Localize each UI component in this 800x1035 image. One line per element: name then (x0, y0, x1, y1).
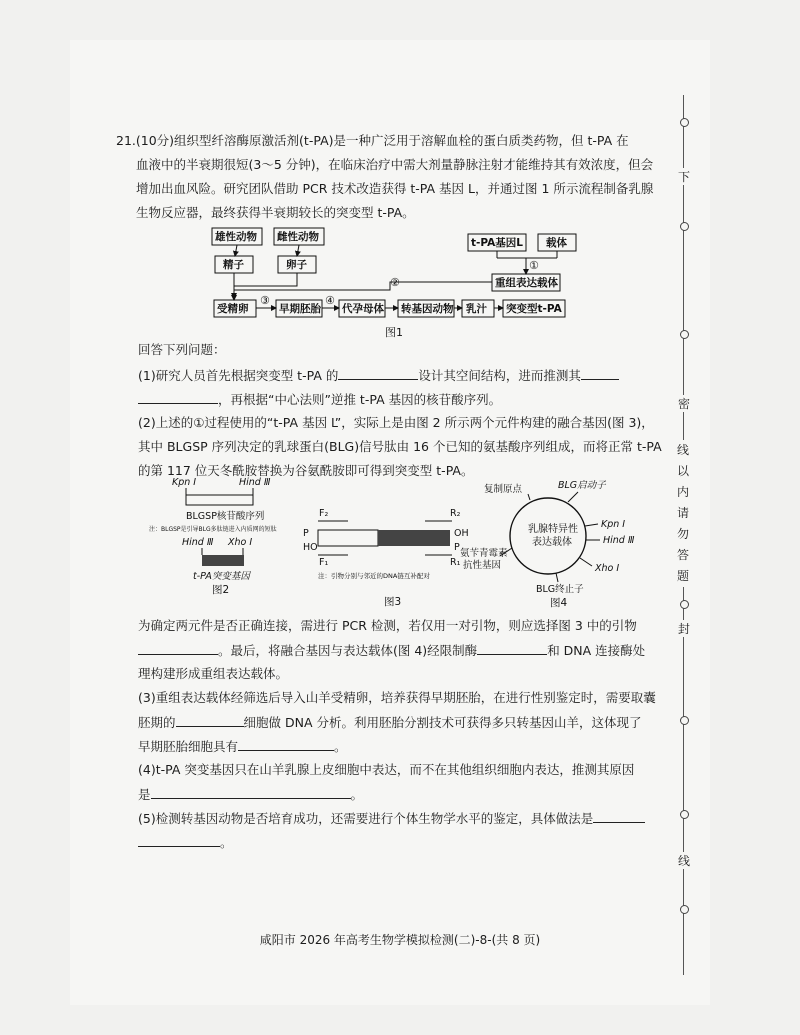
step-1-label: ① (529, 259, 539, 272)
seal-char: 请 (676, 506, 689, 520)
figure-1-flowchart (190, 224, 610, 344)
figure-1-caption: 图1 (385, 326, 403, 339)
zygote-label: 受精卵 (217, 303, 249, 315)
blgsp-segment (186, 495, 253, 505)
part-1-text-b: 设计其空间结构，进而推测其 (418, 368, 581, 383)
step-2-label: ② (390, 276, 400, 289)
seal-notice (674, 440, 692, 587)
hind3-site-label-2: Hind Ⅲ (182, 537, 214, 548)
part-2-cont-text-b: 。最后，将融合基因与表达载体(图 4)经限制酶 (218, 643, 478, 658)
hydroxyl-right-label: OH (454, 528, 469, 539)
xho1-label: Xho Ⅰ (595, 563, 620, 574)
vector-label: 载体 (546, 237, 567, 249)
margin-mark-mi: 密 (677, 397, 690, 411)
female-animal-label: 雌性动物 (277, 231, 319, 243)
tpa-dna-segment (378, 530, 450, 546)
promoter-label: BLG启动子 (558, 480, 606, 491)
binding-hole (680, 600, 689, 609)
blgsp-label: BLGSP核苷酸序列 (186, 511, 265, 522)
part-3-text-b: 胚期的 (138, 715, 176, 730)
figure-4-caption: 图4 (550, 597, 568, 609)
answer-blank[interactable] (581, 367, 619, 380)
kpn1-label: Kpn Ⅰ (601, 519, 626, 530)
binding-hole (680, 330, 689, 339)
recombinant-vector-label: 重组表达载体 (495, 277, 558, 289)
figure-2-caption: 图2 (212, 584, 230, 596)
answer-blank[interactable] (238, 738, 334, 751)
terminator-label: BLG终止子 (536, 584, 584, 595)
binding-hole (680, 810, 689, 819)
vector-center-label-2: 表达载体 (532, 537, 572, 548)
part-5-line-1 (138, 810, 645, 827)
amp-label-1: 氨苄青霉素 (460, 548, 508, 559)
kpn1-site-label: Kpn Ⅰ (172, 477, 197, 488)
male-animal-label: 雄性动物 (215, 231, 257, 243)
part-1-text-a: (1)研究人员首先根据突变型 t-PA 的 (138, 368, 339, 383)
part-5-text-b: 。 (220, 835, 233, 850)
amp-label-2: 抗性基因 (463, 560, 502, 571)
part-2-cont-line-1 (138, 618, 637, 634)
phosphate-right-label: P (454, 542, 460, 553)
primer-f2-label: F₂ (319, 508, 329, 519)
margin-mark-down: 下 (677, 170, 690, 184)
binding-hole (680, 118, 689, 127)
primer-f1-label: F₁ (319, 557, 329, 568)
page-footer: 咸阳市 2026 年高考生物学模拟检测(二)-8-(共 8 页) (259, 933, 541, 947)
hydroxyl-left-label: HO (303, 542, 318, 553)
surrogate-label: 代孕母体 (342, 303, 384, 315)
plasmid-circle (510, 498, 586, 574)
part-3-line-1: (3)重组表达载体经筛选后导入山羊受精卵，培养获得早期胚胎，在进行性别鉴定时，需要取囊 (138, 690, 656, 705)
question-line: 生物反应器，最终获得半衰期较长的突变型 t-PA。 (136, 205, 415, 220)
seal-char: 以 (676, 464, 689, 478)
promoter-marker (568, 492, 578, 502)
answer-blank[interactable] (151, 786, 351, 799)
answer-blank[interactable] (176, 714, 244, 727)
transgenic-animal-label: 转基因动物 (401, 303, 454, 315)
phosphate-left-label: P (303, 528, 309, 539)
seal-char: 内 (676, 485, 689, 499)
part-2-line: 其中 BLGSP 序列决定的乳球蛋白(BLG)信号肽由 16 个已知的氨基酸序列组成，而将正常 t-PA (138, 439, 662, 454)
answer-blank[interactable] (593, 810, 645, 823)
part-2-line: (2)上述的①过程使用的“t-PA 基因 L”，实际上是由图 2 所示两个元件构建的融合基因(图 3)， (138, 415, 654, 430)
part-5-text-a: (5)检测转基因动物是否培育成功，还需要进行个体生物学水平的鉴定，具体做法是 (138, 811, 594, 826)
answer-prompt: 回答下列问题： (138, 342, 226, 357)
question-line: 增加出血风险。研究团队借助 PCR 技术改造获得 t-PA 基因 L，并通过图 1 所示流程制备乳腺 (136, 181, 654, 196)
answer-blank[interactable] (138, 391, 218, 404)
primer-r2-label: R₂ (450, 508, 461, 519)
step-3-label: ③ (260, 294, 270, 307)
binding-hole (680, 222, 689, 231)
part-2-cont-line-2 (138, 642, 645, 659)
tpa-mutant-label: t-PA突变基因 (193, 571, 250, 582)
early-embryo-label: 早期胚胎 (279, 303, 321, 315)
answer-blank[interactable] (338, 367, 418, 380)
part-1-text-c: ，再根据“中心法则”逆推 t-PA 基因的核苷酸序列。 (218, 392, 502, 407)
part-5-line-2 (138, 834, 233, 851)
binding-hole (680, 905, 689, 914)
seal-char: 线 (676, 443, 689, 457)
seal-char: 勿 (676, 527, 689, 541)
primer-r1-label: R₁ (450, 557, 461, 568)
hind3-site-label: Hind Ⅲ (239, 477, 271, 488)
egg-label: 卵子 (286, 259, 307, 271)
part-3-text-e: 。 (334, 739, 347, 754)
figure-2 (146, 475, 286, 610)
part-3-text-d: 早期胚胎细胞具有 (138, 739, 239, 754)
seal-char: 答 (676, 548, 689, 562)
hind3-label: Hind Ⅲ (603, 535, 635, 546)
binding-hole (680, 716, 689, 725)
seal-char: 题 (676, 569, 689, 583)
part-1-line-1 (138, 367, 619, 384)
tpa-mutant-segment (202, 555, 244, 566)
part-1-line-2 (138, 391, 501, 408)
answer-blank[interactable] (138, 834, 220, 847)
part-2-cont-text-a: 为确定两元件是否正确连接，需进行 PCR 检测，若仅用一对引物，则应选择图 3 中的引物 (138, 618, 637, 633)
vector-center-label-1: 乳腺特异性 (528, 524, 578, 535)
part-2-line: 的第 117 位天冬酰胺替换为谷氨酰胺即可得到突变型 t-PA。 (138, 463, 474, 478)
part-4-line-1: (4)t-PA 突变基因只在山羊乳腺上皮细胞中表达，而不在其他组织细胞内表达，推测其原因 (138, 762, 635, 777)
margin-mark-xian: 线 (677, 854, 690, 868)
xho1-site-label: Xho Ⅰ (228, 537, 253, 548)
part-3-line-3 (138, 738, 347, 755)
answer-blank[interactable] (477, 642, 547, 655)
origin-label: 复制原点 (484, 484, 523, 495)
kpn1-marker (585, 524, 598, 526)
answer-blank[interactable] (138, 642, 218, 655)
step-4-label: ④ (325, 294, 335, 307)
origin-marker (528, 494, 530, 500)
part-2-cont-line-3: 理构建形成重组表达载体。 (138, 666, 289, 681)
question-line: 21.(10分)组织型纤溶酶原激活剂(t-PA)是一种广泛用于溶解血栓的蛋白质类药物，但 t-PA 在 (116, 133, 629, 148)
terminator-marker (556, 573, 558, 582)
part-4-text-b: 是 (138, 787, 151, 802)
part-4-text-c: 。 (350, 787, 364, 802)
xho1-marker (580, 558, 592, 566)
milk-label: 乳汁 (466, 303, 487, 315)
margin-mark-feng: 封 (677, 622, 690, 636)
part-3-line-2 (138, 714, 642, 731)
figure-3-note: 注：引物分别与邻近的DNA链互补配对 (318, 572, 430, 580)
mutant-tpa-label: 突变型t-PA (506, 303, 562, 315)
blgsp-dna-segment (318, 530, 378, 546)
part-4-line-2 (138, 786, 363, 803)
question-line: 血液中的半衰期很短(3～5 分钟)，在临床治疗中需大剂量静脉注射才能维持其有效浓度，但会 (136, 157, 654, 172)
sperm-label: 精子 (223, 259, 244, 271)
figure-3 (300, 505, 485, 610)
figure-2-note: 注：BLGSP是引导BLG多肽链进入内质网的短肽 (149, 526, 277, 533)
part-2-cont-text-c: 和 DNA 连接酶处 (547, 643, 646, 658)
part-3-text-c: 细胞做 DNA 分析。利用胚胎分割技术可获得多只转基因山羊，这体现了 (243, 715, 642, 730)
tpa-gene-label: t-PA基因L (471, 237, 523, 249)
figure-3-caption: 图3 (384, 596, 402, 608)
figure-4-plasmid (460, 478, 660, 613)
